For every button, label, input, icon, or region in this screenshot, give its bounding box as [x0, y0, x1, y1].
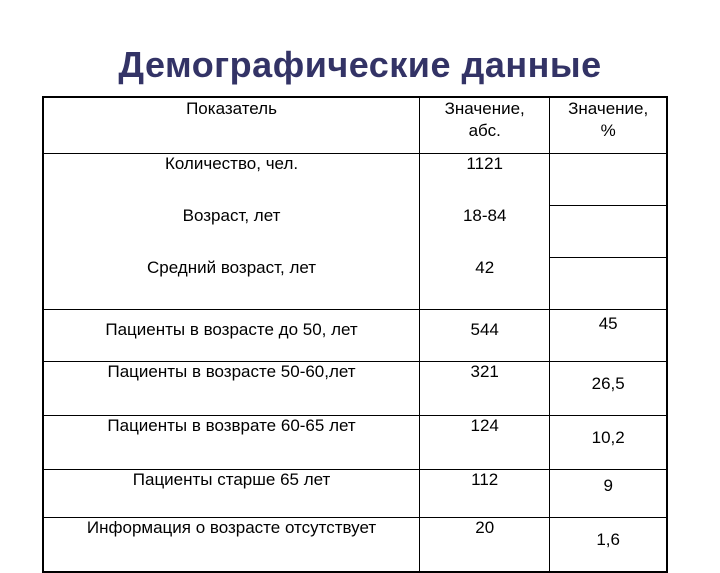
demographics-table	[42, 96, 668, 573]
row-pct: 26,5	[591, 374, 625, 393]
row-label: Информация о возрасте отсутствует	[43, 518, 420, 573]
row-pct: 9	[603, 476, 613, 495]
row-abs: 112	[420, 470, 550, 518]
row-label: Средний возраст, лет	[43, 258, 420, 310]
header-indicator: Показатель	[43, 97, 420, 154]
row-pct	[550, 258, 667, 310]
row-pct: 10,2	[591, 428, 625, 447]
row-abs: 1121	[420, 154, 550, 206]
row-label: Пациенты в возврате 60-65 лет	[43, 416, 420, 470]
header-pct-value-text: Значение, %	[568, 99, 649, 140]
table-row	[43, 310, 667, 362]
row-label: Количество, чел.	[43, 154, 420, 206]
row-abs: 20	[420, 518, 550, 573]
row-label: Пациенты в возрасте до 50, лет	[43, 310, 420, 362]
page-title: Демографические данные	[118, 44, 602, 85]
row-abs: 42	[420, 258, 550, 310]
table-row	[43, 416, 667, 470]
row-abs: 124	[420, 416, 550, 470]
header-abs-value	[420, 97, 550, 154]
table-row	[43, 518, 667, 573]
header-pct-value	[550, 97, 667, 154]
table-row	[43, 206, 667, 258]
table-row	[43, 362, 667, 416]
row-abs: 321	[420, 362, 550, 416]
table-row	[43, 470, 667, 518]
row-pct: 1,6	[596, 530, 620, 549]
row-label: Пациенты старше 65 лет	[43, 470, 420, 518]
table-header-row	[43, 97, 667, 154]
row-label: Пациенты в возрасте 50-60,лет	[43, 362, 420, 416]
table-row	[43, 154, 667, 206]
row-pct	[550, 154, 667, 206]
row-label: Возраст, лет	[43, 206, 420, 258]
header-abs-value-text: Значение, абс.	[444, 99, 525, 140]
row-pct: 45	[598, 314, 618, 333]
row-abs: 544	[420, 310, 550, 362]
table-row	[43, 258, 667, 310]
row-pct	[550, 206, 667, 258]
row-abs: 18-84	[420, 206, 550, 258]
